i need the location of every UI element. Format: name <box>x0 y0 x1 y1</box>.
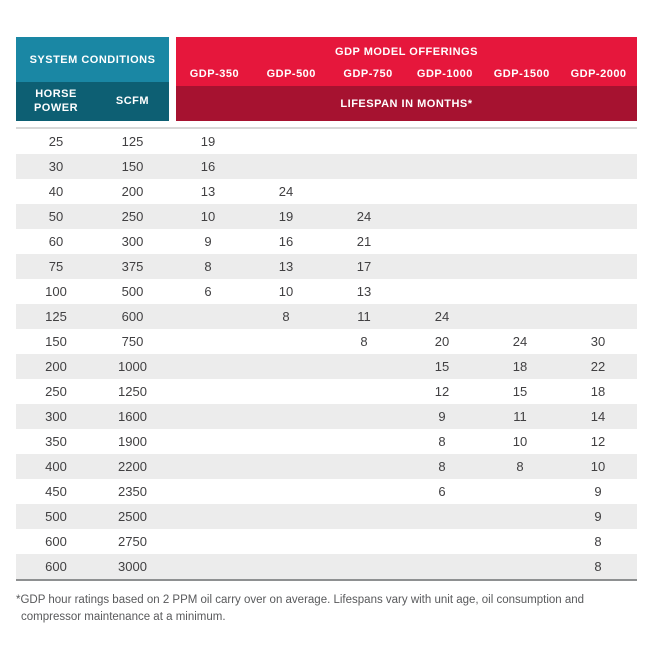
lifespan-value-cell: 18 <box>590 384 606 399</box>
model-column-header-gdp-350: GDP-350 <box>189 68 240 80</box>
table-row <box>16 529 637 554</box>
horse-power-cell: 250 <box>45 384 67 399</box>
lifespan-value-cell: 16 <box>278 234 294 249</box>
scfm-cell: 500 <box>121 284 144 299</box>
table-row <box>16 229 637 254</box>
scfm-cell: 2200 <box>118 459 147 474</box>
system-conditions-header: SYSTEM CONDITIONS <box>16 37 169 82</box>
scfm-cell: 1250 <box>118 384 147 399</box>
scfm-cell: 1900 <box>118 434 147 449</box>
table-row <box>16 154 637 179</box>
lifespan-value-cell: 8 <box>360 334 368 349</box>
lifespan-value-cell: 8 <box>438 434 446 449</box>
table-row <box>16 204 637 229</box>
horse-power-cell: 40 <box>48 184 64 199</box>
model-column-header-gdp-500: GDP-500 <box>266 68 316 80</box>
lifespan-value-cell: 16 <box>200 159 216 174</box>
lifespan-value-cell: 9 <box>594 484 602 499</box>
horse-power-cell: 300 <box>45 409 67 424</box>
scfm-cell: 750 <box>121 334 144 349</box>
table-body <box>16 127 637 581</box>
lifespan-value-cell: 8 <box>204 259 212 274</box>
scfm-cell: 375 <box>121 259 144 274</box>
table-row <box>16 504 637 529</box>
table-row <box>16 254 637 279</box>
table-row <box>16 479 637 504</box>
lifespan-value-cell: 20 <box>434 334 450 349</box>
scfm-cell: 125 <box>121 134 144 149</box>
horse-power-cell: 25 <box>48 134 64 149</box>
lifespan-value-cell: 24 <box>434 309 450 324</box>
lifespan-value-cell: 11 <box>513 409 527 424</box>
lifespan-value-cell: 24 <box>356 209 372 224</box>
lifespan-value-cell: 10 <box>278 284 294 299</box>
model-column-header-gdp-2000: GDP-2000 <box>570 68 627 80</box>
lifespan-value-cell: 11 <box>357 309 371 324</box>
scfm-cell: 3000 <box>118 559 147 574</box>
table-row <box>16 129 637 154</box>
lifespan-value-cell: 13 <box>278 259 294 274</box>
horse-power-cell: 75 <box>48 259 64 274</box>
left-subheader-row <box>16 82 169 121</box>
lifespan-value-cell: 13 <box>356 284 372 299</box>
lifespan-value-cell: 15 <box>512 384 528 399</box>
lifespan-value-cell: 24 <box>278 184 294 199</box>
horse-power-cell: 350 <box>45 434 67 449</box>
lifespan-value-cell: 8 <box>438 459 446 474</box>
lifespan-value-cell: 12 <box>590 434 606 449</box>
model-column-header-gdp-1000: GDP-1000 <box>416 68 473 80</box>
table-header <box>16 37 637 121</box>
table-row <box>16 404 637 429</box>
gdp-model-offerings-block <box>176 37 637 86</box>
table-row <box>16 179 637 204</box>
lifespan-value-cell: 12 <box>434 384 450 399</box>
scfm-cell: 300 <box>121 234 144 249</box>
horse-power-cell: 400 <box>45 459 67 474</box>
scfm-cell: 1000 <box>118 359 147 374</box>
lifespan-value-cell: 18 <box>512 359 528 374</box>
scfm-cell: 2750 <box>118 534 147 549</box>
gdp-lifespan-table <box>16 37 637 581</box>
lifespan-value-cell: 21 <box>356 234 372 249</box>
scfm-column-header: SCFM <box>115 94 150 107</box>
lifespan-value-cell: 9 <box>438 409 446 424</box>
lifespan-value-cell: 8 <box>516 459 524 474</box>
table-row <box>16 554 637 579</box>
table-row <box>16 354 637 379</box>
horse-power-cell: 600 <box>45 559 67 574</box>
scfm-cell: 2350 <box>118 484 147 499</box>
table-row <box>16 304 637 329</box>
scfm-cell: 200 <box>121 184 144 199</box>
scfm-cell: 600 <box>121 309 144 324</box>
horse-power-column-header: HORSE POWER <box>33 87 79 114</box>
table-row <box>16 429 637 454</box>
lifespan-value-cell: 8 <box>282 309 290 324</box>
lifespan-value-cell: 30 <box>590 334 606 349</box>
table-row <box>16 279 637 304</box>
gdp-model-offerings-title: GDP MODEL OFFERINGS <box>335 45 478 58</box>
table-row <box>16 454 637 479</box>
lifespan-value-cell: 10 <box>200 209 216 224</box>
horse-power-cell: 200 <box>45 359 67 374</box>
horse-power-cell: 100 <box>45 284 67 299</box>
horse-power-cell: 150 <box>45 334 67 349</box>
horse-power-cell: 125 <box>45 309 67 324</box>
lifespan-value-cell: 9 <box>204 234 212 249</box>
lifespan-value-cell: 6 <box>438 484 446 499</box>
scfm-cell: 2500 <box>118 509 147 524</box>
horse-power-cell: 50 <box>48 209 64 224</box>
lifespan-value-cell: 10 <box>512 434 528 449</box>
horse-power-cell: 500 <box>45 509 67 524</box>
horse-power-cell: 600 <box>45 534 67 549</box>
model-column-headers <box>176 62 637 86</box>
lifespan-value-cell: 8 <box>594 534 602 549</box>
horse-power-cell: 450 <box>45 484 67 499</box>
lifespan-in-months-header: LIFESPAN IN MONTHS* <box>176 86 637 121</box>
system-conditions-header-group <box>16 37 169 121</box>
gdp-models-header-group <box>176 37 637 121</box>
horse-power-cell: 60 <box>48 234 64 249</box>
scfm-cell: 250 <box>121 209 144 224</box>
lifespan-value-cell: 13 <box>200 184 216 199</box>
horse-power-cell: 30 <box>48 159 64 174</box>
lifespan-value-cell: 15 <box>434 359 450 374</box>
model-column-header-gdp-750: GDP-750 <box>343 68 393 80</box>
footnote: *GDP hour ratings based on 2 PPM oil carry over on average. Lifespans vary with unit age, oil consumption and compressor maintenance at a minimum. <box>16 594 585 624</box>
lifespan-value-cell: 9 <box>594 509 602 524</box>
lifespan-value-cell: 24 <box>512 334 528 349</box>
lifespan-value-cell: 6 <box>204 284 212 299</box>
table-row <box>16 379 637 404</box>
lifespan-value-cell: 8 <box>594 559 602 574</box>
table-row <box>16 329 637 354</box>
lifespan-value-cell: 10 <box>590 459 606 474</box>
lifespan-value-cell: 22 <box>590 359 606 374</box>
model-column-header-gdp-1500: GDP-1500 <box>493 68 550 80</box>
lifespan-value-cell: 19 <box>200 134 216 149</box>
scfm-cell: 150 <box>121 159 144 174</box>
lifespan-value-cell: 14 <box>590 409 606 424</box>
lifespan-value-cell: 19 <box>278 209 294 224</box>
scfm-cell: 1600 <box>118 409 147 424</box>
lifespan-value-cell: 17 <box>356 259 372 274</box>
